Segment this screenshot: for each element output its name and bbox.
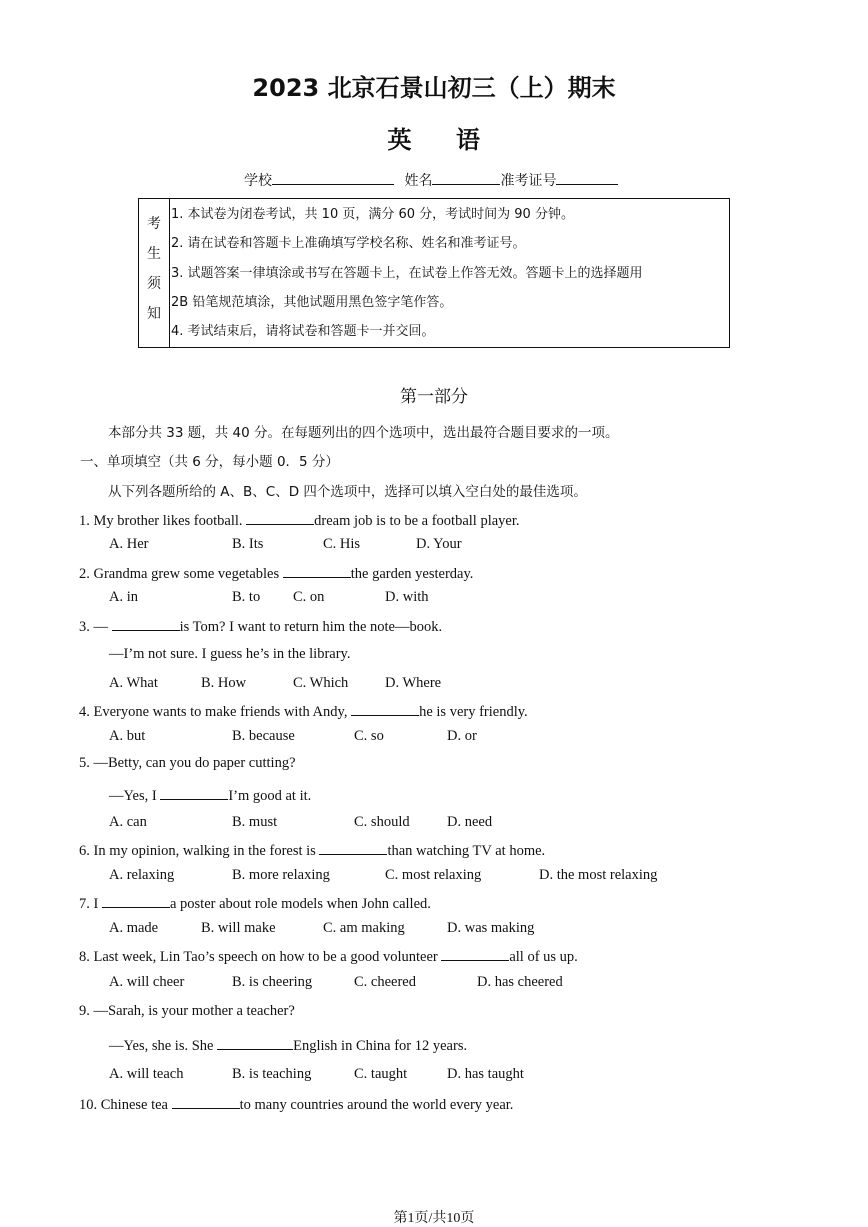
option-d[interactable]: D. Where	[385, 675, 442, 691]
option-b[interactable]: B. will make	[201, 920, 276, 936]
question-7	[79, 893, 431, 913]
subject-title	[0, 120, 868, 155]
notice-rule: 1. 本试卷为闭卷考试，共 10 页，满分 60 分，考试时间为 90 分钟。	[171, 207, 574, 222]
option-d[interactable]: D. has taught	[447, 1066, 524, 1082]
section-instruction: 从下列各题所给的 A、B、C、D 四个选项中，选择可以填入空白处的最佳选项。	[108, 484, 587, 500]
notice-heading-char: 知	[147, 306, 161, 322]
notice-rule: 4. 考试结束后，请将试卷和答题卡一并交回。	[171, 324, 435, 339]
question-text: 3. —	[79, 619, 112, 635]
question-6	[79, 840, 545, 860]
notice-heading-char: 须	[147, 276, 161, 292]
option-b[interactable]: B. because	[232, 728, 295, 744]
answer-blank[interactable]	[172, 1094, 240, 1109]
exam-id-label: 准考证号	[500, 173, 557, 189]
option-b[interactable]: B. must	[232, 814, 278, 830]
question-text: dream job is to be a football player.	[314, 513, 520, 529]
section-title: 一、单项填空（共 6 分，每小题 0．5 分）	[80, 454, 339, 470]
answer-blank[interactable]	[319, 840, 387, 855]
question-10	[79, 1094, 513, 1114]
question-5: 5. —Betty, can you do paper cutting?	[79, 755, 296, 771]
option-a[interactable]: A. will cheer	[109, 974, 185, 990]
question-text: 10. Chinese tea	[79, 1097, 172, 1113]
answer-blank[interactable]	[160, 785, 228, 800]
option-b[interactable]: B. to	[232, 589, 261, 605]
name-blank[interactable]	[432, 170, 500, 185]
question-text: I’m good at it.	[228, 788, 312, 804]
question-text: 4. Everyone wants to make friends with Andy,	[79, 704, 352, 720]
question-text: he is very friendly.	[419, 704, 528, 720]
exam-id-blank[interactable]	[556, 170, 618, 185]
part-intro: 本部分共 33 题，共 40 分。在每题列出的四个选项中，选出最符合题目要求的一项。	[108, 425, 619, 441]
option-c[interactable]: C. His	[323, 536, 361, 552]
option-c[interactable]: C. taught	[354, 1066, 408, 1082]
notice-box	[138, 198, 730, 348]
option-c[interactable]: C. so	[354, 728, 384, 744]
option-c[interactable]: C. am making	[323, 920, 405, 936]
question-9-reply	[109, 1035, 467, 1055]
option-a[interactable]: A. but	[109, 728, 146, 744]
answer-blank[interactable]	[283, 563, 351, 578]
option-d[interactable]: D. was making	[447, 920, 535, 936]
answer-blank[interactable]	[351, 701, 419, 716]
option-d[interactable]: D. the most relaxing	[539, 867, 658, 883]
option-c[interactable]: C. most relaxing	[385, 867, 482, 883]
option-d[interactable]: D. or	[447, 728, 477, 744]
option-d[interactable]: D. has cheered	[477, 974, 563, 990]
answer-blank[interactable]	[112, 616, 180, 631]
option-a[interactable]: A. will teach	[109, 1066, 184, 1082]
question-8	[79, 946, 578, 966]
question-text: 8. Last week, Lin Tao’s speech on how to be a good volunteer	[79, 949, 442, 965]
student-info-line	[244, 170, 618, 190]
question-5-reply	[109, 785, 311, 805]
question-text: 2. Grandma grew some vegetables	[79, 566, 283, 582]
subject-char: 语	[456, 126, 481, 154]
option-c[interactable]: C. Which	[293, 675, 349, 691]
option-a[interactable]: A. Her	[109, 536, 149, 552]
page-number: 第1页/共10页	[393, 1211, 475, 1226]
exam-title: 2023 北京石景山初三（上）期末	[252, 74, 616, 102]
notice-rule: 2B 铅笔规范填涂，其他试题用黑色签字笔作答。	[171, 295, 453, 310]
question-1	[79, 510, 520, 530]
question-4	[79, 701, 528, 721]
option-b[interactable]: B. more relaxing	[232, 867, 330, 883]
question-text: than watching TV at home.	[387, 843, 546, 859]
question-3	[79, 616, 442, 636]
question-text: a poster about role models when John called.	[169, 896, 431, 912]
notice-rule: 2. 请在试卷和答题卡上准确填写学校名称、姓名和准考证号。	[171, 236, 526, 251]
option-b[interactable]: B. is teaching	[232, 1066, 312, 1082]
notice-heading-char: 考	[147, 216, 161, 232]
question-text: all of us up.	[509, 949, 578, 965]
option-d[interactable]: D. Your	[416, 536, 462, 552]
question-text: 1. My brother likes football.	[79, 513, 247, 529]
option-d[interactable]: D. with	[385, 589, 429, 605]
question-text: to many countries around the world every year.	[239, 1097, 514, 1113]
answer-blank[interactable]	[102, 893, 170, 908]
notice-heading	[139, 199, 170, 347]
question-text: —Yes, she is. She	[109, 1038, 218, 1054]
question-text: 7. I	[79, 896, 102, 912]
option-a[interactable]: A. can	[109, 814, 147, 830]
option-d[interactable]: D. need	[447, 814, 493, 830]
option-a[interactable]: A. in	[109, 589, 138, 605]
question-9: 9. —Sarah, is your mother a teacher?	[79, 1003, 295, 1019]
question-text: the garden yesterday.	[350, 566, 474, 582]
part-title: 第一部分	[400, 387, 468, 407]
question-text: —Yes, I	[109, 788, 161, 804]
school-blank[interactable]	[272, 170, 394, 185]
option-c[interactable]: C. should	[354, 814, 410, 830]
question-text: is Tom? I want to return him the note—book.	[179, 619, 443, 635]
option-b[interactable]: B. Its	[232, 536, 264, 552]
option-b[interactable]: B. How	[201, 675, 247, 691]
question-text: 6. In my opinion, walking in the forest is	[79, 843, 320, 859]
notice-rule: 3. 试题答案一律填涂或书写在答题卡上，在试卷上作答无效。答题卡上的选择题用	[171, 266, 643, 281]
answer-blank[interactable]	[441, 946, 509, 961]
question-3-reply: —I’m not sure. I guess he’s in the library.	[109, 646, 351, 662]
option-a[interactable]: A. relaxing	[109, 867, 175, 883]
option-c[interactable]: C. cheered	[354, 974, 416, 990]
question-2	[79, 563, 473, 583]
option-b[interactable]: B. is cheering	[232, 974, 313, 990]
notice-heading-char: 生	[147, 246, 161, 262]
option-c[interactable]: C. on	[293, 589, 325, 605]
subject-char: 英	[387, 126, 412, 154]
answer-blank[interactable]	[217, 1035, 293, 1050]
school-label: 学校	[244, 173, 272, 189]
question-text: English in China for 12 years.	[293, 1038, 468, 1054]
name-label: 姓名	[404, 173, 433, 189]
option-a[interactable]: A. made	[109, 920, 159, 936]
option-a[interactable]: A. What	[109, 675, 158, 691]
answer-blank[interactable]	[246, 510, 314, 525]
